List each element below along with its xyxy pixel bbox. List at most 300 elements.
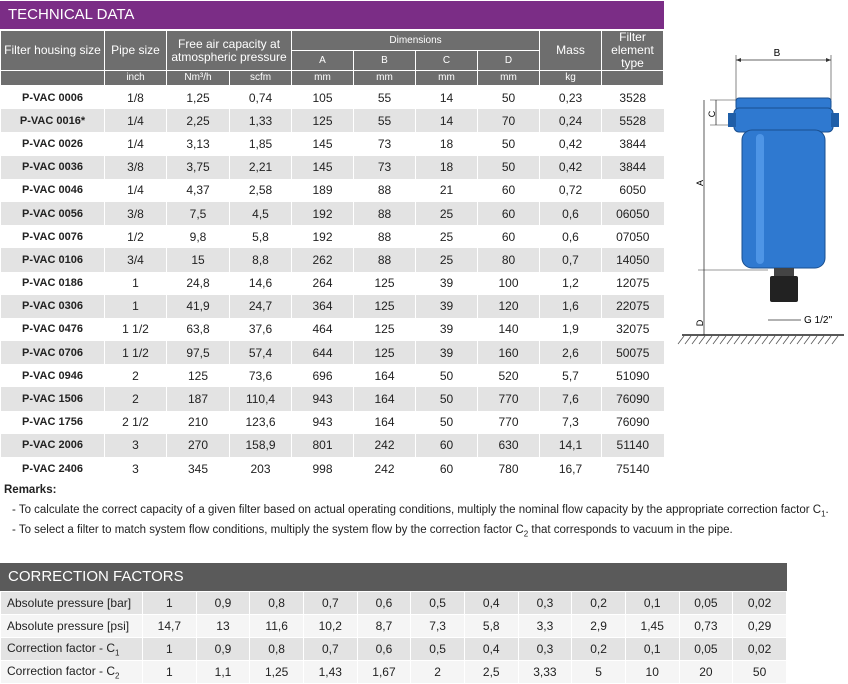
correction-cell: 0,4 bbox=[464, 638, 518, 661]
header-free-air-capacity: Free air capacity at atmospheric pressure bbox=[167, 31, 292, 71]
table-cell: 39 bbox=[416, 295, 478, 318]
header-dimensions: Dimensions bbox=[292, 31, 540, 51]
table-cell: 110,4 bbox=[230, 387, 292, 410]
table-row bbox=[1, 86, 664, 110]
correction-cell: 3,3 bbox=[518, 615, 572, 638]
table-cell: 5,7 bbox=[540, 364, 602, 387]
correction-cell: 0,6 bbox=[357, 592, 411, 615]
correction-cell: 13 bbox=[196, 615, 250, 638]
table-cell: 73 bbox=[354, 132, 416, 155]
correction-label-subscript: 1 bbox=[115, 648, 120, 658]
table-cell: 262 bbox=[292, 248, 354, 271]
hatch-mark bbox=[720, 336, 726, 344]
ground-hatch bbox=[678, 336, 838, 344]
hatch-mark bbox=[832, 336, 838, 344]
table-cell: 9,8 bbox=[167, 225, 230, 248]
model-cell: P-VAC 2406 bbox=[1, 457, 105, 480]
table-cell: 1,6 bbox=[540, 295, 602, 318]
table-cell: 0,7 bbox=[540, 248, 602, 271]
correction-cell: 0,7 bbox=[303, 592, 357, 615]
correction-cell: 0,02 bbox=[733, 638, 787, 661]
table-cell: 3 bbox=[105, 457, 167, 480]
table-cell: 1/8 bbox=[105, 86, 167, 110]
correction-cell: 14,7 bbox=[143, 615, 197, 638]
table-cell: 2 1/2 bbox=[105, 411, 167, 434]
table-cell: 50 bbox=[478, 86, 540, 110]
correction-row bbox=[1, 592, 787, 615]
correction-cell: 20 bbox=[679, 661, 733, 684]
table-cell: 21 bbox=[416, 179, 478, 202]
table-cell: 39 bbox=[416, 318, 478, 341]
filter-bowl bbox=[742, 130, 825, 268]
correction-row-label bbox=[1, 615, 143, 638]
correction-cell: 0,5 bbox=[411, 592, 465, 615]
correction-row bbox=[1, 661, 787, 684]
table-cell: 160 bbox=[478, 341, 540, 364]
table-cell: 1,33 bbox=[230, 109, 292, 132]
model-cell: P-VAC 0026 bbox=[1, 132, 105, 155]
table-cell: 8,8 bbox=[230, 248, 292, 271]
correction-cell: 5 bbox=[572, 661, 626, 684]
table-cell: 1/4 bbox=[105, 132, 167, 155]
unit-c: mm bbox=[416, 71, 478, 86]
correction-cell: 0,1 bbox=[625, 638, 679, 661]
correction-cell: 0,6 bbox=[357, 638, 411, 661]
correction-factors-banner: CORRECTION FACTORS bbox=[0, 563, 787, 591]
correction-row bbox=[1, 638, 787, 661]
table-cell: 7,5 bbox=[167, 202, 230, 225]
table-row bbox=[1, 411, 664, 434]
correction-label-text: Absolute pressure [psi] bbox=[7, 619, 130, 633]
table-cell: 14 bbox=[416, 86, 478, 110]
table-row bbox=[1, 434, 664, 457]
table-cell: 943 bbox=[292, 387, 354, 410]
correction-cell: 1,45 bbox=[625, 615, 679, 638]
table-cell: 125 bbox=[167, 364, 230, 387]
table-cell: 14050 bbox=[602, 248, 664, 271]
table-cell: 51090 bbox=[602, 364, 664, 387]
table-cell: 6050 bbox=[602, 179, 664, 202]
header-pipe-size: Pipe size bbox=[105, 31, 167, 71]
table-cell: 3844 bbox=[602, 156, 664, 179]
table-cell: 164 bbox=[354, 387, 416, 410]
table-cell: 1,25 bbox=[167, 86, 230, 110]
table-cell: 60 bbox=[416, 457, 478, 480]
table-cell: 125 bbox=[354, 341, 416, 364]
table-cell: 1/4 bbox=[105, 109, 167, 132]
correction-cell: 0,2 bbox=[572, 638, 626, 661]
hatch-mark bbox=[811, 336, 817, 344]
hatch-mark bbox=[776, 336, 782, 344]
technical-data-banner: TECHNICAL DATA bbox=[0, 1, 664, 29]
table-row bbox=[1, 457, 664, 480]
table-cell: 2,25 bbox=[167, 109, 230, 132]
table-cell: 39 bbox=[416, 272, 478, 295]
table-cell: 88 bbox=[354, 179, 416, 202]
correction-cell: 0,3 bbox=[518, 592, 572, 615]
table-cell: 125 bbox=[354, 295, 416, 318]
table-row bbox=[1, 202, 664, 225]
table-cell: 22075 bbox=[602, 295, 664, 318]
remark-2-end: that corresponds to vacuum in the pipe. bbox=[528, 524, 733, 536]
table-cell: 1,2 bbox=[540, 272, 602, 295]
correction-cell: 8,7 bbox=[357, 615, 411, 638]
hatch-mark bbox=[825, 336, 831, 344]
table-cell: 55 bbox=[354, 86, 416, 110]
correction-cell: 1 bbox=[143, 592, 197, 615]
correction-cell: 1,25 bbox=[250, 661, 304, 684]
table-cell: 76090 bbox=[602, 387, 664, 410]
unit-nm3h: Nm³/h bbox=[167, 71, 230, 86]
table-cell: 100 bbox=[478, 272, 540, 295]
hatch-mark bbox=[769, 336, 775, 344]
table-cell: 123,6 bbox=[230, 411, 292, 434]
unit-empty bbox=[1, 71, 105, 86]
table-cell: 7,6 bbox=[540, 387, 602, 410]
table-cell: 1/2 bbox=[105, 225, 167, 248]
table-cell: 80 bbox=[478, 248, 540, 271]
table-cell: 18 bbox=[416, 156, 478, 179]
table-cell: 50 bbox=[478, 156, 540, 179]
correction-cell: 50 bbox=[733, 661, 787, 684]
technical-data-table bbox=[0, 30, 664, 480]
table-cell: 464 bbox=[292, 318, 354, 341]
table-cell: 770 bbox=[478, 411, 540, 434]
correction-cell: 0,3 bbox=[518, 638, 572, 661]
table-cell: 780 bbox=[478, 457, 540, 480]
table-cell: 50 bbox=[416, 411, 478, 434]
header-mass: Mass bbox=[540, 31, 602, 71]
unit-a: mm bbox=[292, 71, 354, 86]
table-cell: 18 bbox=[416, 132, 478, 155]
model-cell: P-VAC 1506 bbox=[1, 387, 105, 410]
table-row bbox=[1, 387, 664, 410]
table-cell: 06050 bbox=[602, 202, 664, 225]
table-row bbox=[1, 318, 664, 341]
correction-cell: 0,2 bbox=[572, 592, 626, 615]
drain-valve bbox=[770, 276, 798, 302]
table-cell: 242 bbox=[354, 434, 416, 457]
correction-cell: 0,73 bbox=[679, 615, 733, 638]
correction-cell: 5,8 bbox=[464, 615, 518, 638]
table-cell: 770 bbox=[478, 387, 540, 410]
table-cell: 60 bbox=[478, 179, 540, 202]
table-cell: 696 bbox=[292, 364, 354, 387]
table-cell: 1 1/2 bbox=[105, 341, 167, 364]
table-row bbox=[1, 248, 664, 271]
table-row bbox=[1, 156, 664, 179]
table-row bbox=[1, 132, 664, 155]
filter-port-right bbox=[831, 113, 839, 127]
table-cell: 3,13 bbox=[167, 132, 230, 155]
table-cell: 120 bbox=[478, 295, 540, 318]
correction-cell: 0,8 bbox=[250, 592, 304, 615]
table-cell: 70 bbox=[478, 109, 540, 132]
table-cell: 25 bbox=[416, 248, 478, 271]
unit-pipe: inch bbox=[105, 71, 167, 86]
correction-cell: 10 bbox=[625, 661, 679, 684]
correction-cell: 1,1 bbox=[196, 661, 250, 684]
table-cell: 4,37 bbox=[167, 179, 230, 202]
table-cell: 63,8 bbox=[167, 318, 230, 341]
correction-cell: 0,29 bbox=[733, 615, 787, 638]
filter-port-left bbox=[728, 113, 736, 127]
table-cell: 88 bbox=[354, 202, 416, 225]
table-cell: 158,9 bbox=[230, 434, 292, 457]
correction-row-label bbox=[1, 592, 143, 615]
table-cell: 57,4 bbox=[230, 341, 292, 364]
header-dim-a: A bbox=[292, 51, 354, 71]
table-row bbox=[1, 272, 664, 295]
table-cell: 3/8 bbox=[105, 156, 167, 179]
table-cell: 210 bbox=[167, 411, 230, 434]
table-cell: 1 bbox=[105, 295, 167, 318]
table-cell: 3844 bbox=[602, 132, 664, 155]
drain-neck bbox=[774, 268, 794, 276]
correction-row-label bbox=[1, 638, 143, 661]
correction-row bbox=[1, 615, 787, 638]
table-row bbox=[1, 295, 664, 318]
correction-cell: 2 bbox=[411, 661, 465, 684]
hatch-mark bbox=[804, 336, 810, 344]
correction-cell: 0,05 bbox=[679, 592, 733, 615]
table-cell: 192 bbox=[292, 225, 354, 248]
table-cell: 37,6 bbox=[230, 318, 292, 341]
unit-b: mm bbox=[354, 71, 416, 86]
remark-2-subscript: 2 bbox=[523, 529, 529, 539]
table-cell: 164 bbox=[354, 364, 416, 387]
table-cell: 125 bbox=[354, 318, 416, 341]
table-cell: 0,42 bbox=[540, 132, 602, 155]
remark-2 bbox=[12, 524, 733, 538]
table-cell: 07050 bbox=[602, 225, 664, 248]
table-cell: 25 bbox=[416, 225, 478, 248]
table-cell: 0,42 bbox=[540, 156, 602, 179]
table-cell: 5528 bbox=[602, 109, 664, 132]
table-cell: 125 bbox=[354, 272, 416, 295]
table-row bbox=[1, 109, 664, 132]
model-cell: P-VAC 0036 bbox=[1, 156, 105, 179]
table-cell: 75140 bbox=[602, 457, 664, 480]
dim-d-label: D bbox=[695, 319, 705, 327]
table-cell: 5,8 bbox=[230, 225, 292, 248]
port-label: G 1/2'' bbox=[804, 315, 833, 326]
model-cell: P-VAC 0016* bbox=[1, 109, 105, 132]
model-cell: P-VAC 0306 bbox=[1, 295, 105, 318]
table-cell: 164 bbox=[354, 411, 416, 434]
correction-cell: 1 bbox=[143, 661, 197, 684]
table-cell: 60 bbox=[416, 434, 478, 457]
remark-1-end: . bbox=[825, 504, 829, 516]
table-cell: 88 bbox=[354, 225, 416, 248]
hatch-mark bbox=[706, 336, 712, 344]
correction-cell: 3,33 bbox=[518, 661, 572, 684]
hatch-mark bbox=[685, 336, 691, 344]
table-cell: 60 bbox=[478, 225, 540, 248]
hatch-mark bbox=[727, 336, 733, 344]
model-cell: P-VAC 0186 bbox=[1, 272, 105, 295]
table-cell: 88 bbox=[354, 248, 416, 271]
filter-dimension-diagram bbox=[676, 40, 848, 360]
correction-factors-table bbox=[0, 591, 787, 684]
hatch-mark bbox=[797, 336, 803, 344]
filter-highlight bbox=[756, 134, 764, 264]
table-cell: 0,72 bbox=[540, 179, 602, 202]
correction-row-label bbox=[1, 661, 143, 684]
table-cell: 51140 bbox=[602, 434, 664, 457]
table-cell: 3 bbox=[105, 434, 167, 457]
table-row bbox=[1, 225, 664, 248]
unit-d: mm bbox=[478, 71, 540, 86]
correction-cell: 0,4 bbox=[464, 592, 518, 615]
table-row bbox=[1, 179, 664, 202]
hatch-mark bbox=[741, 336, 747, 344]
table-cell: 187 bbox=[167, 387, 230, 410]
table-cell: 3,75 bbox=[167, 156, 230, 179]
correction-cell: 1,67 bbox=[357, 661, 411, 684]
table-cell: 39 bbox=[416, 341, 478, 364]
table-cell: 644 bbox=[292, 341, 354, 364]
correction-cell: 0,05 bbox=[679, 638, 733, 661]
remark-1-text: - To calculate the correct capacity of a given filter based on actual operating conditions, multiply the nominal flow capacity by the appropriate correction factor C bbox=[12, 504, 822, 516]
dim-c-label: C bbox=[707, 110, 717, 118]
hatch-mark bbox=[692, 336, 698, 344]
model-cell: P-VAC 1756 bbox=[1, 411, 105, 434]
table-cell: 0,6 bbox=[540, 225, 602, 248]
hatch-mark bbox=[755, 336, 761, 344]
remark-1-subscript: 1 bbox=[821, 509, 826, 519]
remark-2-text: - To select a filter to match system flow conditions, multiply the system flow by the correction factor C bbox=[12, 524, 524, 536]
table-cell: 242 bbox=[354, 457, 416, 480]
table-cell: 125 bbox=[292, 109, 354, 132]
correction-cell: 2,5 bbox=[464, 661, 518, 684]
table-cell: 50 bbox=[416, 364, 478, 387]
header-dim-d: D bbox=[478, 51, 540, 71]
header-dim-b: B bbox=[354, 51, 416, 71]
table-cell: 2,6 bbox=[540, 341, 602, 364]
remarks-title: Remarks: bbox=[4, 484, 57, 496]
table-cell: 364 bbox=[292, 295, 354, 318]
model-cell: P-VAC 0076 bbox=[1, 225, 105, 248]
table-cell: 0,24 bbox=[540, 109, 602, 132]
hatch-mark bbox=[748, 336, 754, 344]
model-cell: P-VAC 0106 bbox=[1, 248, 105, 271]
table-cell: 24,7 bbox=[230, 295, 292, 318]
correction-label-text: Absolute pressure [bar] bbox=[7, 596, 132, 610]
table-cell: 0,6 bbox=[540, 202, 602, 225]
model-cell: P-VAC 0946 bbox=[1, 364, 105, 387]
table-cell: 73 bbox=[354, 156, 416, 179]
table-cell: 60 bbox=[478, 202, 540, 225]
correction-label-text: Correction factor - C bbox=[7, 663, 116, 678]
table-cell: 630 bbox=[478, 434, 540, 457]
table-row bbox=[1, 341, 664, 364]
table-cell: 76090 bbox=[602, 411, 664, 434]
table-cell: 14 bbox=[416, 109, 478, 132]
header-filter-element-type: Filter element type bbox=[602, 31, 664, 71]
hatch-mark bbox=[713, 336, 719, 344]
correction-cell: 7,3 bbox=[411, 615, 465, 638]
correction-cell: 0,7 bbox=[303, 638, 357, 661]
model-cell: P-VAC 0056 bbox=[1, 202, 105, 225]
table-cell: 25 bbox=[416, 202, 478, 225]
table-cell: 3528 bbox=[602, 86, 664, 110]
table-cell: 1 bbox=[105, 272, 167, 295]
table-cell: 2 bbox=[105, 387, 167, 410]
table-cell: 192 bbox=[292, 202, 354, 225]
table-cell: 1,85 bbox=[230, 132, 292, 155]
correction-cell: 2,9 bbox=[572, 615, 626, 638]
table-cell: 12075 bbox=[602, 272, 664, 295]
hatch-mark bbox=[790, 336, 796, 344]
correction-cell: 0,8 bbox=[250, 638, 304, 661]
hatch-mark bbox=[678, 336, 684, 344]
table-cell: 50 bbox=[478, 132, 540, 155]
table-cell: 345 bbox=[167, 457, 230, 480]
table-cell: 41,9 bbox=[167, 295, 230, 318]
filter-head bbox=[734, 108, 833, 132]
table-cell: 203 bbox=[230, 457, 292, 480]
table-cell: 14,1 bbox=[540, 434, 602, 457]
table-cell: 32075 bbox=[602, 318, 664, 341]
hatch-mark bbox=[734, 336, 740, 344]
dim-a-label: A bbox=[695, 179, 705, 187]
correction-cell: 0,5 bbox=[411, 638, 465, 661]
table-cell: 7,3 bbox=[540, 411, 602, 434]
model-cell: P-VAC 0476 bbox=[1, 318, 105, 341]
correction-cell: 1,43 bbox=[303, 661, 357, 684]
table-cell: 50075 bbox=[602, 341, 664, 364]
table-cell: 24,8 bbox=[167, 272, 230, 295]
correction-cell: 0,9 bbox=[196, 592, 250, 615]
table-cell: 189 bbox=[292, 179, 354, 202]
table-cell: 16,7 bbox=[540, 457, 602, 480]
table-cell: 1 1/2 bbox=[105, 318, 167, 341]
header-dim-c: C bbox=[416, 51, 478, 71]
correction-cell: 11,6 bbox=[250, 615, 304, 638]
table-cell: 2,58 bbox=[230, 179, 292, 202]
table-row bbox=[1, 364, 664, 387]
table-cell: 73,6 bbox=[230, 364, 292, 387]
table-cell: 105 bbox=[292, 86, 354, 110]
table-cell: 55 bbox=[354, 109, 416, 132]
table-cell: 3/8 bbox=[105, 202, 167, 225]
dim-b-label: B bbox=[773, 48, 781, 59]
table-cell: 270 bbox=[167, 434, 230, 457]
table-cell: 943 bbox=[292, 411, 354, 434]
table-cell: 50 bbox=[416, 387, 478, 410]
correction-cell: 10,2 bbox=[303, 615, 357, 638]
table-cell: 15 bbox=[167, 248, 230, 271]
hatch-mark bbox=[762, 336, 768, 344]
table-cell: 14,6 bbox=[230, 272, 292, 295]
model-cell: P-VAC 2006 bbox=[1, 434, 105, 457]
table-cell: 520 bbox=[478, 364, 540, 387]
table-cell: 2,21 bbox=[230, 156, 292, 179]
hatch-mark bbox=[783, 336, 789, 344]
table-cell: 2 bbox=[105, 364, 167, 387]
table-cell: 140 bbox=[478, 318, 540, 341]
correction-cell: 0,9 bbox=[196, 638, 250, 661]
table-cell: 0,74 bbox=[230, 86, 292, 110]
table-cell: 145 bbox=[292, 156, 354, 179]
correction-label-subscript: 2 bbox=[115, 671, 120, 681]
header-filter-housing-size: Filter housing size bbox=[1, 31, 105, 71]
table-cell: 1,9 bbox=[540, 318, 602, 341]
correction-label-text: Correction factor - C bbox=[7, 640, 116, 655]
unit-element-empty bbox=[602, 71, 664, 86]
table-cell: 801 bbox=[292, 434, 354, 457]
